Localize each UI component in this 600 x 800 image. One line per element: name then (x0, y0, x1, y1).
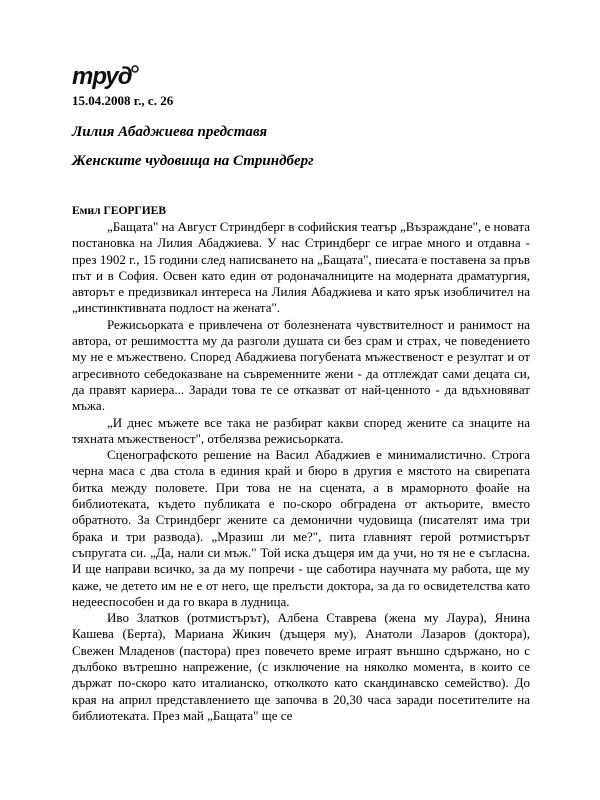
logo-text: труд (72, 63, 132, 90)
article-title: Женските чудовища на Стриндберг (72, 153, 314, 169)
article-kicker: Лилия Абаджиева представя (72, 124, 268, 140)
article-body (72, 219, 530, 724)
paragraph: „И днес мъжете все така не разбират какви според жените са знаците на тяхната мъжественост", отбелязва режисьорката. (72, 414, 530, 446)
paragraph: Сценографското решение на Васил Абаджиев е минималистично. Строга черна маса с два стола в единия край и бюро в другия е мястото на свирепата битка между половете. При това не на сцената, а в мраморното фоайе на библиотеката, където публиката е по-скоро обградена от актьорите, вместо обратното. За Стриндберг жените са демонични чудовища (писателят има три брака и три развода). „Мразиш ли ме?", пита главният герой ротмистърът съпругата си. „Да, нали си мъж." Той иска дъщеря им да учи, но тя не е съгласна. И ще направи всичко, за да му попречи - ще саботира научната му работа, ще му каже, че детето им не е от него, ще прелъсти доктора, за да го освидетелства като недееспособен и да го вкара в лудница. (72, 447, 530, 609)
trud-logo (72, 62, 142, 92)
paragraph: Режисьорката е привлечена от болезнената чувствителност и ранимост на автора, от решимостта му да разголи душата си без срам и страх, че поведението му не е мъжествено. Според Абаджиева погубената мъжественост е резултат и от агресивното себедоказване на съвременните жени - да отглеждат сами децата си, да правят кариера... Заради това те се отказват от най-ценното - да вдъхновяват мъжа. (72, 316, 530, 414)
paragraph: Иво Златков (ротмистърът), Албена Ставрева (жена му Лаура), Янина Кашева (Берта), Мариана Жикич (дъщеря му), Анатоли Лазаров (доктора), Свежен Младенов (пастора) през повечето време играят външно сдържано, но с дълбоко вътрешно напрежение, (с изключение на няколко момента, в които се държат по-скоро като италианско, отколкото като скандинавско семейство). До края на април представлението ще започва в 20,30 часа заради посетителите на библиотеката. През май „Бащата" ще се (72, 610, 530, 723)
dateline: 15.04.2008 г., с. 26 (72, 93, 174, 108)
paragraph: „Бащата" на Август Стриндберг в софийския театър „Възраждане", е новата постановка на Лилия Абаджиева. У нас Стриндберг се играе много и отдавна - през 1902 г., 15 години след написването на „Бащата", пиесата е поставена за пръв път и в София. Освен като един от родоначалниците на модерната драматургия, авторът е предизвикал интереса на Лилия Абаджиева и като ярък изобличител на „инстинктивната подлост на жената". (72, 219, 530, 316)
author-byline: Емил ГЕОРГИЕВ (72, 205, 167, 217)
trud-logo-icon (72, 62, 142, 92)
